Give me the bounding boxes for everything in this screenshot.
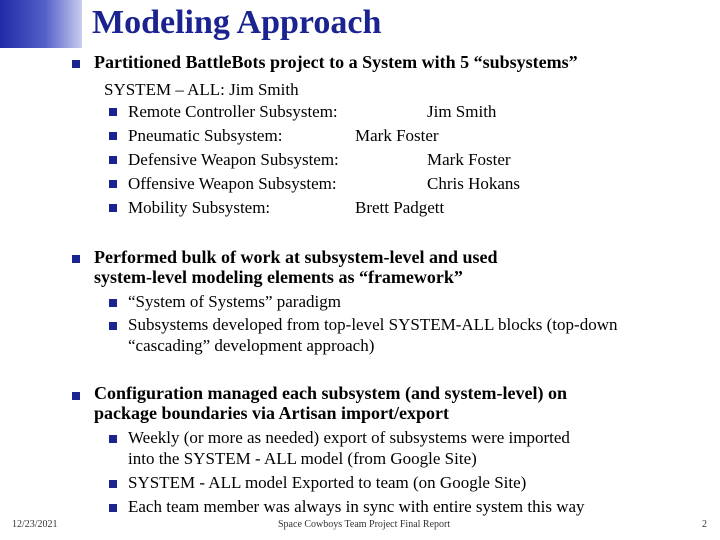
- bullet-2-line-2: system-level modeling elements as “framework”: [94, 267, 463, 287]
- bullet-marker: [72, 392, 80, 400]
- slide-title: Modeling Approach: [92, 4, 382, 41]
- bullet-2-sub-1: “System of Systems” paradigm: [128, 292, 341, 311]
- sub-bullet-marker: [109, 180, 117, 188]
- system-all-line: SYSTEM – ALL: Jim Smith: [104, 80, 299, 99]
- subsystem-3-name: Defensive Weapon Subsystem:: [128, 150, 339, 169]
- sub-bullet-marker: [109, 299, 117, 307]
- bullet-3-sub-1-line-1: Weekly (or more as needed) export of subsystems were imported: [128, 428, 570, 447]
- footer-date: 12/23/2021: [12, 519, 58, 530]
- bullet-1-text: Partitioned BattleBots project to a System with 5 “subsystems”: [94, 52, 578, 72]
- bullet-3-line-1: Configuration managed each subsystem (and system-level) on: [94, 383, 568, 403]
- subsystem-4-owner: Chris Hokans: [427, 174, 521, 193]
- sub-bullet-marker: [109, 480, 117, 488]
- sub-bullet-marker: [109, 132, 117, 140]
- sub-bullet-marker: [109, 108, 117, 116]
- bullet-3-line-2: package boundaries via Artisan import/export: [94, 403, 450, 423]
- bullet-marker: [72, 255, 80, 263]
- sub-bullet-marker: [109, 504, 117, 512]
- title-accent-bar: [0, 0, 82, 48]
- sub-bullet-marker: [109, 204, 117, 212]
- sub-bullet-marker: [109, 435, 117, 443]
- subsystem-1-name: Remote Controller Subsystem:: [128, 102, 338, 121]
- bullet-marker: [72, 60, 80, 68]
- sub-bullet-marker: [109, 322, 117, 330]
- bullet-3-sub-2: SYSTEM - ALL model Exported to team (on Google Site): [128, 473, 527, 492]
- bullet-3-sub-3: Each team member was always in sync with entire system this way: [128, 497, 585, 516]
- page-number: 2: [702, 519, 707, 530]
- subsystem-2-owner: Mark Foster: [355, 126, 439, 145]
- subsystem-3-owner: Mark Foster: [427, 150, 511, 169]
- bullet-2-sub-2-line-2: “cascading” development approach): [128, 336, 375, 355]
- subsystem-4-name: Offensive Weapon Subsystem:: [128, 174, 337, 193]
- subsystem-1-owner: Jim Smith: [427, 102, 497, 121]
- bullet-3-sub-1-line-2: into the SYSTEM - ALL model (from Google Site): [128, 449, 477, 468]
- subsystem-2-name: Pneumatic Subsystem:: [128, 126, 283, 145]
- bullet-2-line-1: Performed bulk of work at subsystem-level and used: [94, 247, 498, 267]
- bullet-2-sub-2-line-1: Subsystems developed from top-level SYSTEM-ALL blocks (top-down: [128, 315, 618, 334]
- subsystem-5-owner: Brett Padgett: [355, 198, 445, 217]
- footer-title: Space Cowboys Team Project Final Report: [278, 519, 451, 530]
- subsystem-5-name: Mobility Subsystem:: [128, 198, 271, 217]
- sub-bullet-marker: [109, 156, 117, 164]
